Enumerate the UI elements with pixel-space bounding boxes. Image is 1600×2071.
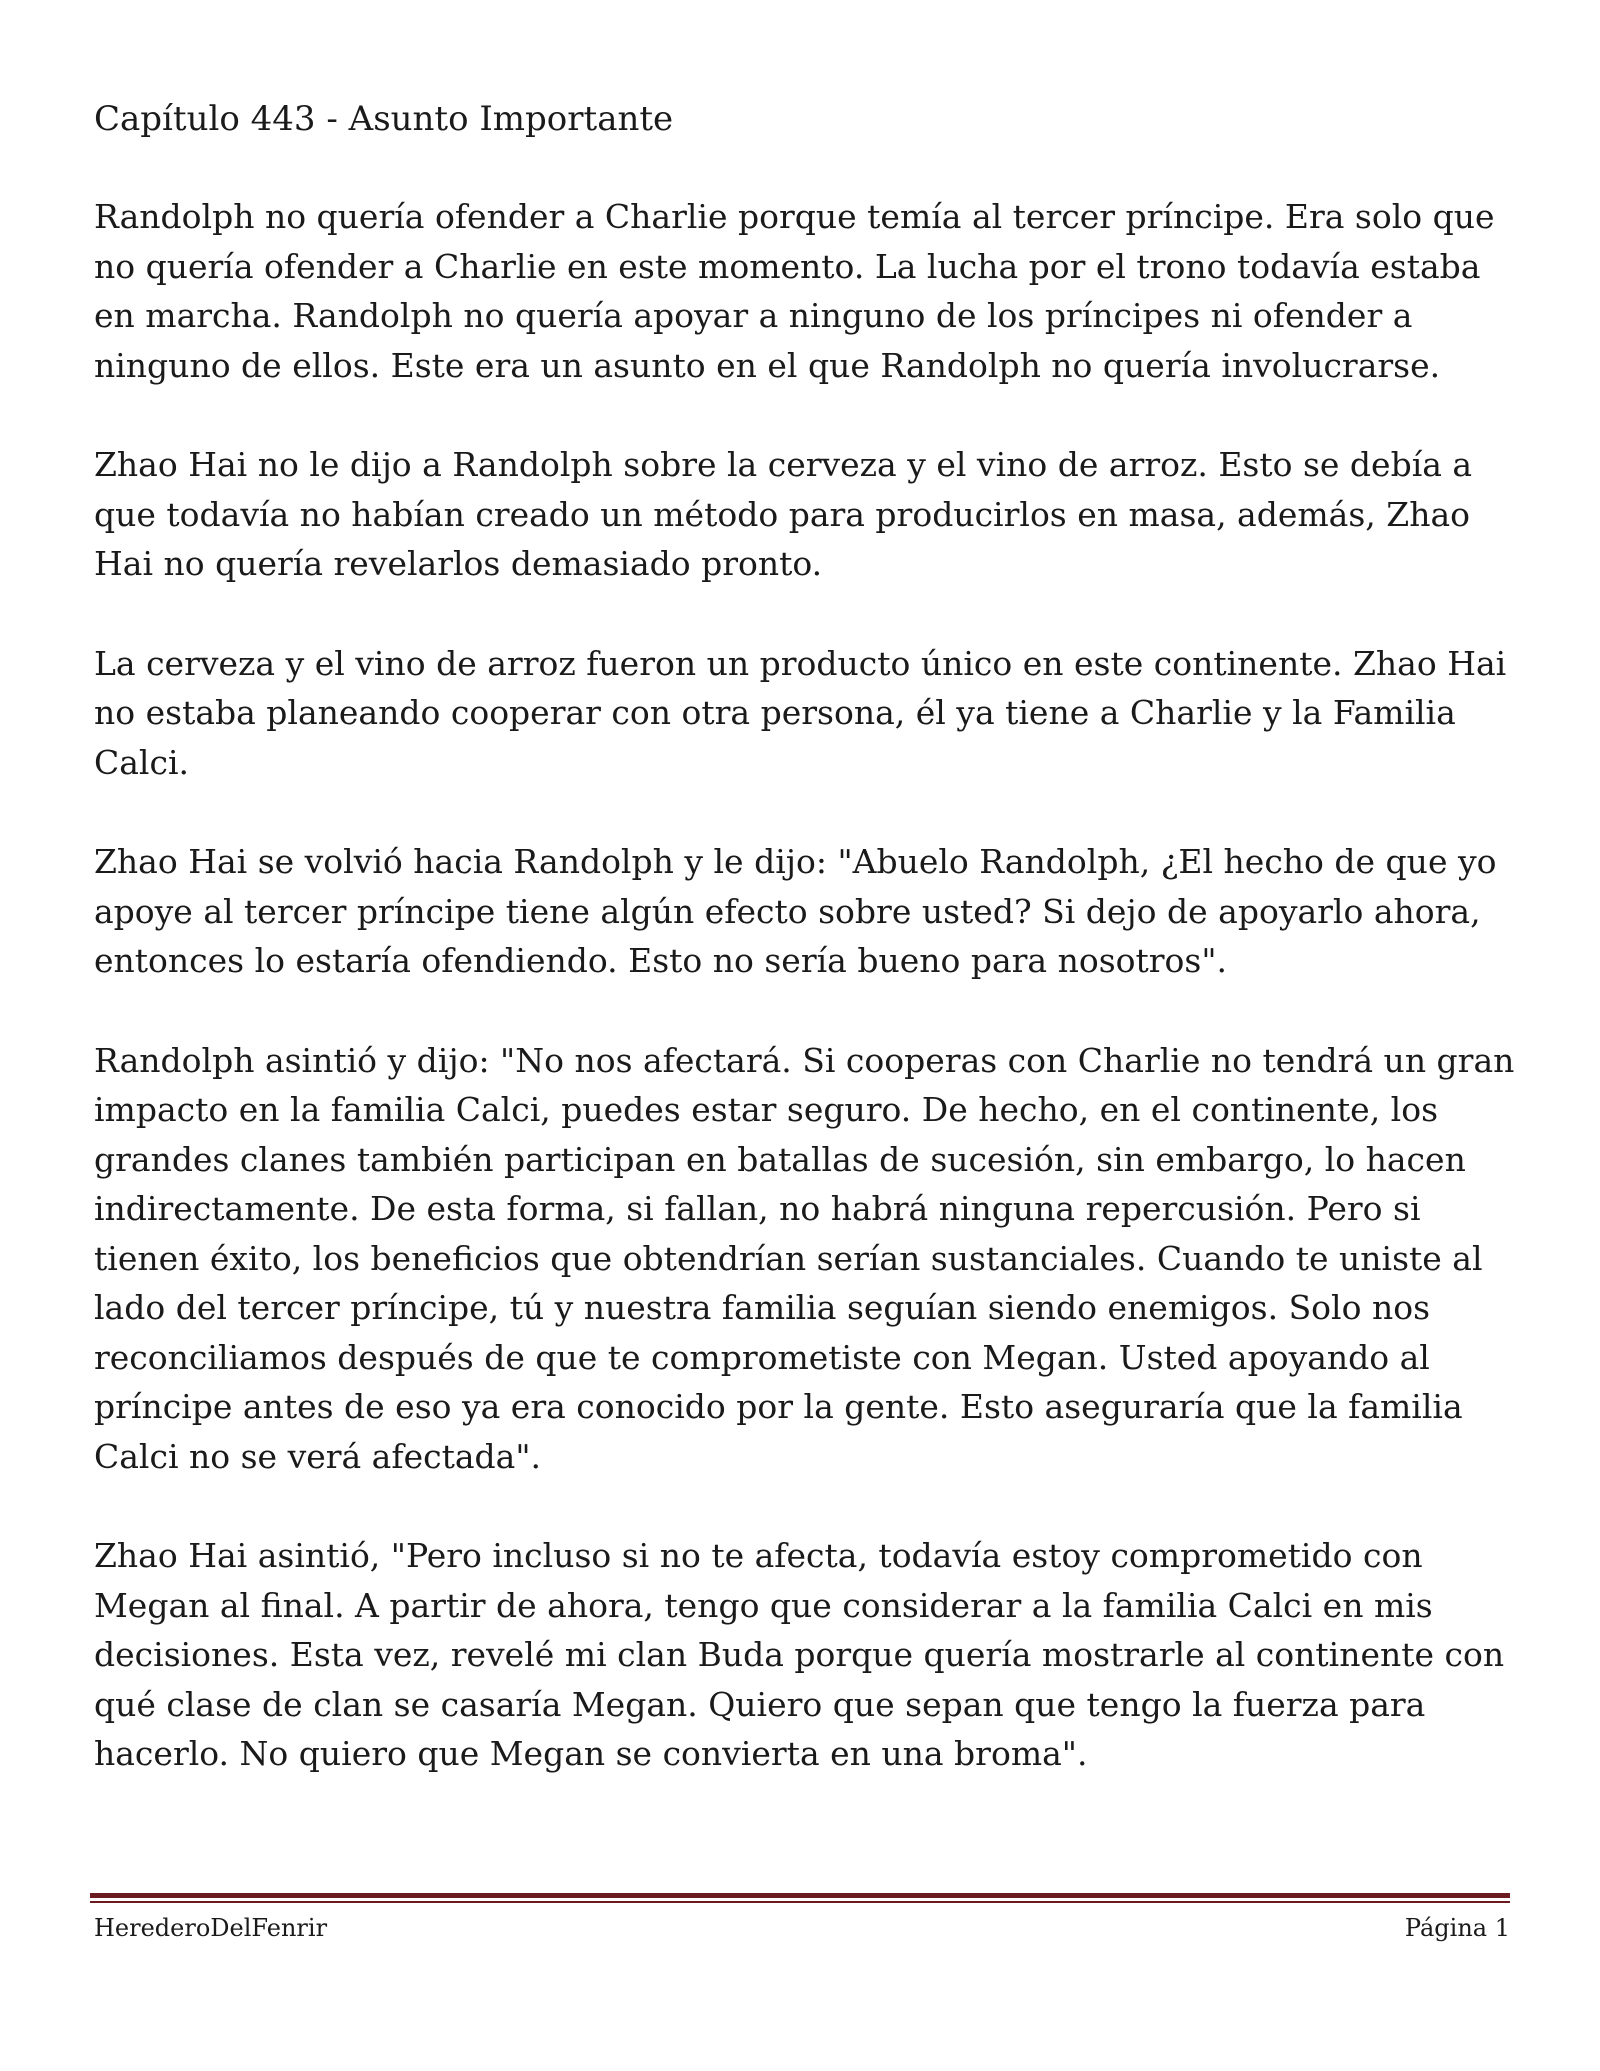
footer-page-number: Página 1 — [1404, 1914, 1510, 1942]
paragraph-2: Zhao Hai no le dijo a Randolph sobre la cerveza y el vino de arroz. Esto se debía a que todavía no habían creado un método para producirlos en masa, además, Zhao Hai no quería revelarlos demasiado pronto. — [94, 445, 1473, 583]
chapter-title: Capítulo 443 - Asunto Importante — [94, 99, 674, 139]
footer-divider-thick — [90, 1893, 1510, 1898]
paragraph-3: La cerveza y el vino de arroz fueron un producto único en este continente. Zhao Hai no estaba planeando cooperar con otra persona, él ya tiene a Charlie y la Familia Calci. — [94, 643, 1507, 782]
paragraph-6: Zhao Hai asintió, "Pero incluso si no te afecta, todavía estoy comprometido con Megan al final. A partir de ahora, tengo que considerar a la familia Calci en mis decisiones. Esta vez, revelé mi clan Buda porque quería mostrarle al continente con qué clase de clan se casaría Megan. Quiero que sepan que tengo la fuerza para hacerlo. No quiero que Megan se convierta en una broma". — [94, 1536, 1505, 1773]
footer-divider-thin — [90, 1901, 1510, 1903]
paragraph-1: Randolph no quería ofender a Charlie porque temía al tercer príncipe. Era solo que no quería ofender a Charlie en este momento. La lucha por el trono todavía estaba en marcha. Randolph no quería apoyar a ninguno de los príncipes ni ofender a ninguno de ellos. Este era un asunto en el que Randolph no quería involucrarse. — [94, 197, 1495, 385]
document-body — [94, 94, 1524, 1829]
footer-divider — [90, 1893, 1510, 1903]
footer-author: HerederoDelFenrir — [94, 1914, 328, 1942]
paragraph-4: Zhao Hai se volvió hacia Randolph y le dijo: "Abuelo Randolph, ¿El hecho de que yo apoye al tercer príncipe tiene algún efecto sobre usted? Si dejo de apoyarlo ahora, entonces lo estaría ofendiendo. Esto no sería bueno para nosotros". — [94, 842, 1497, 980]
paragraph-5: Randolph asintió y dijo: "No nos afectará. Si cooperas con Charlie no tendrá un gran impacto en la familia Calci, puedes estar seguro. De hecho, en el continente, los grandes clanes también participan en batallas de sucesión, sin embargo, lo hacen indirectamente. De esta forma, si fallan, no habrá ninguna repercusión. Pero si tienen éxito, los beneficios que obtendrían serían sustanciales. Cuando te uniste al lado del tercer príncipe, tú y nuestra familia seguían siendo enemigos. Solo nos reconciliamos después de que te comprometiste con Megan. Usted apoyando al príncipe antes de eso ya era conocido por la gente. Esto aseguraría que la familia Calci no se verá afectada". — [94, 1040, 1515, 1476]
